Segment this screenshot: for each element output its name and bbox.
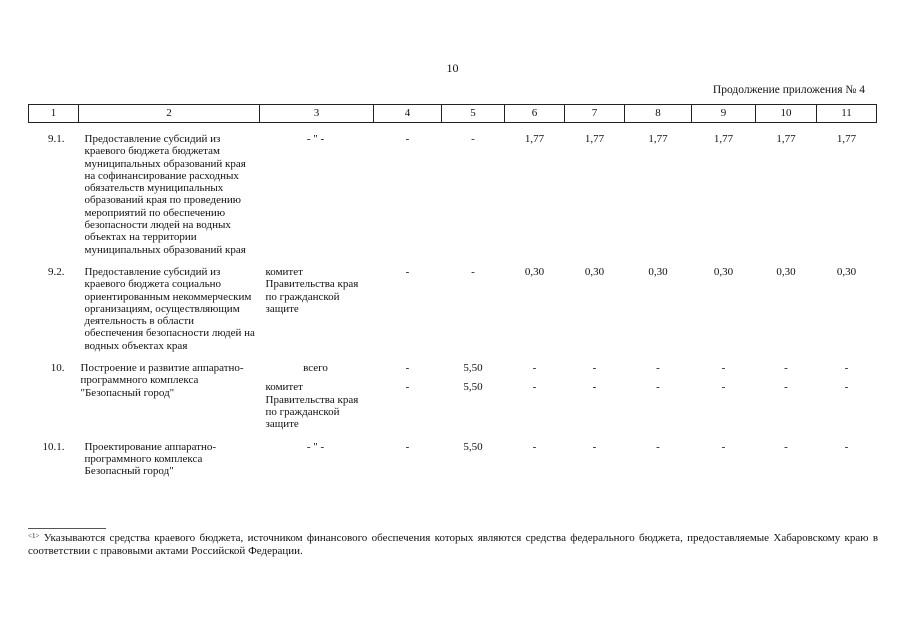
row-number: 10.	[50, 362, 65, 375]
cell-value: 0,30	[776, 265, 796, 278]
header-cell: 5	[442, 105, 505, 123]
row-description: Предоставление субсидий из краевого бюджета социально ориентированным некоммерческим организациям, осуществляющим деятельность в области обеспечения безопасности людей на водных объектах края	[84, 265, 255, 352]
header-cell: 4	[374, 105, 442, 123]
cell-value: -	[532, 362, 537, 375]
cell-value: 0,30	[836, 265, 857, 278]
cell-value: -	[471, 133, 475, 145]
cell-value: -	[471, 265, 475, 278]
row-source: - " -	[306, 440, 325, 453]
cell-value: 1,77	[524, 133, 545, 145]
cell-value: -	[405, 362, 410, 375]
cell-value: -	[405, 440, 410, 453]
table-row	[29, 441, 877, 478]
cell-value: 5,50	[463, 362, 483, 375]
row-description: Построение и развитие аппаратно-программного комплекса "Безопасный город"	[80, 362, 244, 399]
cell-value: -	[721, 381, 726, 394]
row-source: комитет Правительства края по гражданской защите	[265, 265, 359, 315]
cell-value: -	[721, 440, 726, 453]
header-cell: 1	[29, 105, 79, 123]
header-cell: 10	[756, 105, 817, 123]
cell-value: -	[592, 440, 597, 453]
cell-value: 1,77	[713, 133, 734, 145]
row-number: 10.1.	[42, 440, 65, 453]
cell-value: 1,77	[648, 133, 668, 145]
header-cell: 3	[260, 105, 374, 123]
row-number: 9.1.	[48, 133, 65, 145]
cell-value: 0,30	[524, 265, 545, 278]
cell-value: -	[656, 362, 660, 375]
cell-value: 0,30	[713, 265, 734, 278]
footnote-divider	[28, 528, 106, 529]
cell-value: -	[405, 265, 410, 278]
cell-value: -	[784, 362, 788, 375]
cell-value: -	[532, 381, 537, 394]
row-number: 9.2.	[48, 265, 65, 278]
header-cell: 11	[817, 105, 877, 123]
page-number: 10	[446, 61, 459, 75]
cell-value: 5,50	[463, 381, 483, 394]
appendix-table	[28, 104, 877, 477]
row-source: всего	[303, 362, 328, 375]
row-source: - " -	[306, 133, 325, 145]
footnote	[28, 530, 878, 557]
footnote-marker: <1>	[28, 532, 40, 540]
cell-value: -	[844, 362, 849, 375]
row-description: Предоставление субсидий из краевого бюджета бюджетам муниципальных образований края на софинансирование расходных обязательств муниципальных образований края по проведению мероприятий по обеспечению безопасности людей на водных объектах на территории муниципальных образований края	[84, 133, 246, 256]
header-cell: 6	[505, 105, 565, 123]
cell-value: -	[784, 381, 788, 394]
cell-value: -	[405, 133, 410, 145]
cell-value: 1,77	[836, 133, 857, 145]
header-cell: 7	[565, 105, 625, 123]
cell-value: -	[721, 362, 726, 375]
footnote-text: Указываются средства краевого бюджета, источником финансового обеспечения которых являются средства федерального бюджета, предоставляемые Хабаровскому краю в соответствии с правовыми актами Российской Федерации.	[28, 532, 879, 557]
cell-value: 0,30	[648, 265, 668, 278]
cell-value: -	[592, 362, 597, 375]
header-cell: 9	[692, 105, 756, 123]
cell-value: -	[784, 440, 788, 453]
cell-value: 1,77	[776, 133, 796, 145]
cell-value: -	[592, 381, 597, 394]
cell-value: -	[405, 381, 410, 394]
cell-value: -	[844, 440, 849, 453]
cell-value: -	[532, 440, 537, 453]
header-row	[29, 105, 877, 123]
table-row	[29, 133, 877, 256]
header-cell: 2	[79, 105, 260, 123]
cell-value: 1,77	[584, 133, 605, 145]
cell-value: -	[656, 381, 660, 394]
cell-value: 0,30	[584, 265, 605, 278]
header-cell: 8	[625, 105, 692, 123]
cell-value: -	[844, 381, 849, 394]
cell-value: 5,50	[463, 440, 483, 453]
continuation-label: Продолжение приложения № 4	[712, 84, 865, 96]
table-row	[29, 362, 877, 374]
row-description: Проектирование аппаратно-программного комплекса Безопасный город"	[84, 440, 217, 478]
row-source: комитет Правительства края по гражданской защите	[265, 381, 359, 431]
cell-value: -	[656, 440, 660, 453]
table-row	[29, 266, 877, 352]
